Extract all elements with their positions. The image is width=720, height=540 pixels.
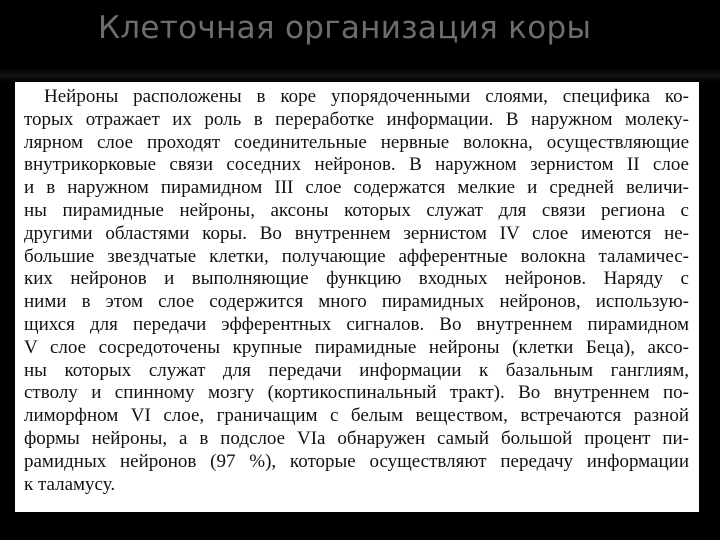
text-line: формы нейроны, а в подслое VIa обнаружен самый большой процент пи- <box>24 427 689 449</box>
text-line: другими областями коры. Во внутреннем зернистом IV слое имеются не- <box>24 222 689 244</box>
text-line: стволу и спинному мозгу (кортикоспинальный тракт). Во внутреннем по- <box>24 382 689 404</box>
text-line: V слое сосредоточены крупные пирамидные нейроны (клетки Беца), аксо- <box>24 336 689 358</box>
text-line: рамидных нейронов (97 %), которые осуществляют передачу информации <box>24 450 689 472</box>
text-line: ны которых служат для передачи информации к базальным ганглиям, <box>24 359 689 381</box>
slide-title: Клеточная организация коры <box>98 10 592 46</box>
text-line: торых отражает их роль в переработке информации. В наружном молеку- <box>24 108 689 130</box>
text-line: ны пирамидные нейроны, аксоны которых служат для связи региона с <box>24 199 689 221</box>
text-line: лярном слое проходят соединительные нервные волокна, осуществляющие <box>24 131 689 153</box>
text-line: и в наружном пирамидном III слое содержатся мелкие и средней величи- <box>24 177 689 199</box>
text-line: щихся для передачи эфферентных сигналов. Во внутреннем пирамидном <box>24 313 689 335</box>
text-line: ких нейронов и выполняющие функцию входных нейронов. Наряду с <box>24 268 689 290</box>
title-divider <box>0 68 720 82</box>
text-line: внутрикорковые связи соседних нейронов. В наружном зернистом II слое <box>24 154 689 176</box>
text-line: лиморфном VI слое, граничащим с белым веществом, встречаются разной <box>24 405 689 427</box>
text-line: к таламусу. <box>24 473 116 495</box>
scanned-text-image <box>15 82 699 512</box>
scanned-paragraph <box>24 86 689 496</box>
text-line: ними в этом слое содержится много пирамидных нейронов, использую- <box>24 291 689 313</box>
text-line: Нейроны расположены в коре упорядоченными слоями, специфика ко- <box>44 86 689 107</box>
text-line: большие звездчатые клетки, получающие афферентные волокна таламичес- <box>24 245 689 267</box>
